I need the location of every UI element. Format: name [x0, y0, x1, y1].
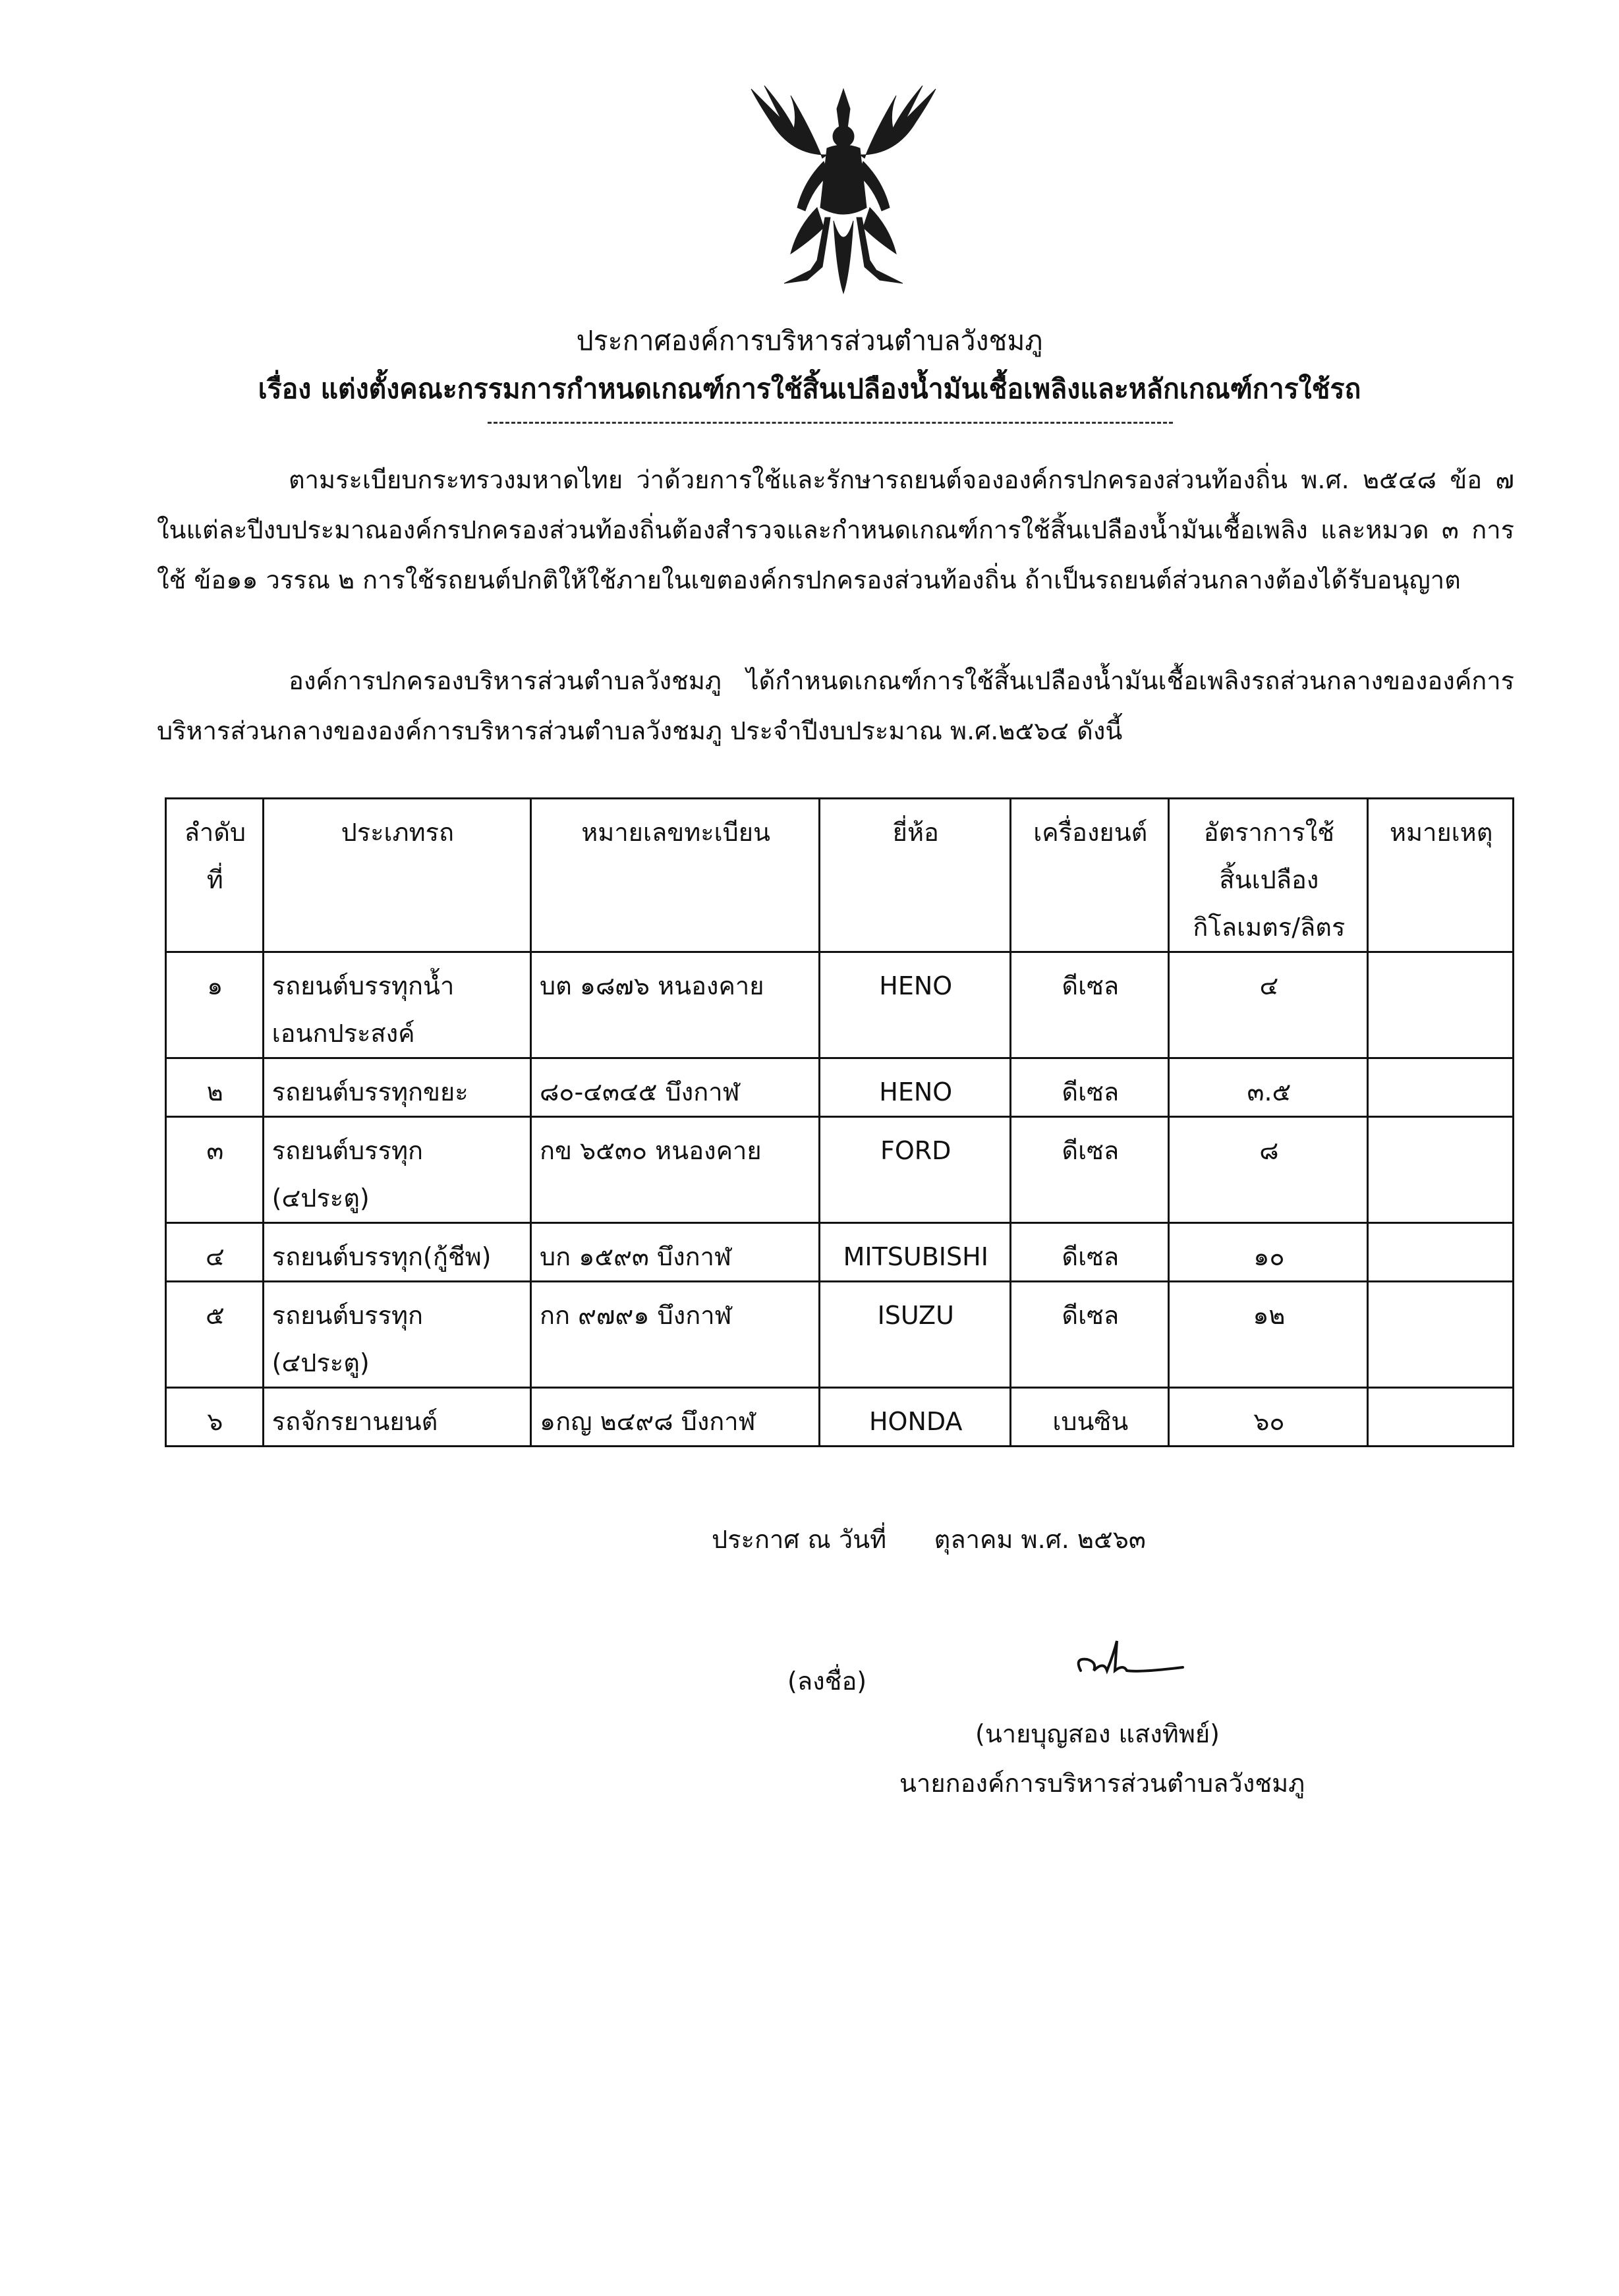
announce-prefix: ประกาศ ณ วันที่ [712, 1525, 887, 1554]
cell-type: รถจักรยานยนต์ [263, 1388, 530, 1447]
cell-rate: ๑๒ [1169, 1282, 1368, 1388]
table-row [166, 1282, 1514, 1388]
header-engine: เครื่องยนต์ [1011, 799, 1169, 952]
cell-no: ๕ [166, 1282, 264, 1388]
header-rate: อัตราการใช้ สิ้นเปลือง กิโลเมตร/ลิตร [1169, 799, 1368, 952]
signer-name: (นายบุญสอง แสงทิพย์) [975, 1719, 1220, 1748]
table-row [166, 1388, 1514, 1447]
header-no: ลำดับ ที่ [166, 799, 264, 952]
cell-engine: ดีเซล [1011, 1223, 1169, 1282]
cell-engine: ดีเซล [1011, 1282, 1169, 1388]
header-brand: ยี่ห้อ [820, 799, 1011, 952]
table-row [166, 1223, 1514, 1282]
cell-type: รถยนต์บรรทุก(กู้ชีพ) [263, 1223, 530, 1282]
paragraph-2-text: องค์การปกครองบริหารส่วนตำบลวังชมภู ได้กำหนดเกณฑ์การใช้สิ้นเปลืองน้ำมันเชื้อเพลิงรถส่วนกลางขององค์การบริหารส่วนกลางขององค์การบริหารส่วนตำบลวังชมภู ประจำปีงบประมาณ พ.ศ.๒๕๖๔ ดังนี้ [157, 666, 1514, 745]
cell-brand: MITSUBISHI [820, 1223, 1011, 1282]
cell-plate: กก ๙๗๙๑ บึงกาฬ [530, 1282, 819, 1388]
cell-rate: ๓.๕ [1169, 1058, 1368, 1117]
sign-label: (ลงชื่อ) [787, 1667, 867, 1696]
announce-date-line [712, 1519, 1146, 1559]
cell-brand: ISUZU [820, 1282, 1011, 1388]
table-row [166, 1058, 1514, 1117]
cell-rate: ๑๐ [1169, 1223, 1368, 1282]
signature-icon [1067, 1634, 1193, 1687]
cell-plate: บต ๑๘๗๖ หนองคาย [530, 952, 819, 1058]
cell-plate: ๑กญ ๒๔๙๘ บึงกาฬ [530, 1388, 819, 1447]
body-paragraph-1 [157, 455, 1514, 605]
announcement-title: ประกาศองค์การบริหารส่วนตำบลวังชมภู [576, 325, 1043, 357]
cell-brand: HONDA [820, 1388, 1011, 1447]
garuda-emblem-icon [745, 82, 942, 303]
cell-note [1368, 952, 1514, 1058]
header-plate: หมายเลขทะเบียน [530, 799, 819, 952]
cell-plate: กข ๖๕๓๐ หนองคาย [530, 1117, 819, 1223]
cell-engine: ดีเซล [1011, 1117, 1169, 1223]
cell-type: รถยนต์บรรทุก (๔ประตู) [263, 1117, 530, 1223]
table-header-row [166, 799, 1514, 952]
cell-type: รถยนต์บรรทุก (๔ประตู) [263, 1282, 530, 1388]
cell-no: ๓ [166, 1117, 264, 1223]
table-row [166, 952, 1514, 1058]
header-type: ประเภทรถ [263, 799, 530, 952]
cell-note [1368, 1388, 1514, 1447]
cell-engine: ดีเซล [1011, 952, 1169, 1058]
cell-plate: บก ๑๕๙๓ บึงกาฬ [530, 1223, 819, 1282]
cell-note [1368, 1223, 1514, 1282]
table-row [166, 1117, 1514, 1223]
cell-plate: ๘๐-๔๓๔๕ บึงกาฬ [530, 1058, 819, 1117]
cell-rate: ๘ [1169, 1117, 1368, 1223]
title-divider [488, 422, 1173, 424]
cell-engine: เบนซิน [1011, 1388, 1169, 1447]
paragraph-1-text: ตามระเบียบกระทรวงมหาดไทย ว่าด้วยการใช้และรักษารถยนต์จององค์กรปกครองส่วนท้องถิ่น พ.ศ. ๒๕๔๘ ข้อ ๗ ในแต่ละปีงบประมาณองค์กรปกครองส่วนท้องถิ่นต้องสำรวจและกำหนดเกณฑ์การใช้สิ้นเปลืองน้ำมันเชื้อเพลิง และหมวด ๓ การใช้ ข้อ๑๑ วรรณ ๒ การใช้รถยนต์ปกติให้ใช้ภายในเขตองค์กรปกครองส่วนท้องถิ่น ถ้าเป็นรถยนต์ส่วนกลางต้องได้รับอนุญาต [157, 465, 1514, 594]
cell-type: รถยนต์บรรทุกน้ำ เอนกประสงค์ [263, 952, 530, 1058]
cell-engine: ดีเซล [1011, 1058, 1169, 1117]
cell-note [1368, 1058, 1514, 1117]
signer-position: นายกองค์การบริหารส่วนตำบลวังชมภู [899, 1769, 1305, 1798]
cell-type: รถยนต์บรรทุกขยะ [263, 1058, 530, 1117]
cell-brand: FORD [820, 1117, 1011, 1223]
vehicle-fuel-table [165, 797, 1514, 1447]
cell-no: ๔ [166, 1223, 264, 1282]
header-note: หมายเหตุ [1368, 799, 1514, 952]
cell-no: ๒ [166, 1058, 264, 1117]
body-paragraph-2 [157, 656, 1514, 756]
cell-brand: HENO [820, 1058, 1011, 1117]
cell-no: ๖ [166, 1388, 264, 1447]
cell-rate: ๖๐ [1169, 1388, 1368, 1447]
cell-note [1368, 1117, 1514, 1223]
announcement-subject: เรื่อง แต่งตั้งคณะกรรมการกำหนดเกณฑ์การใช้สิ้นเปลืองน้ำมันเชื้อเพลิงและหลักเกณฑ์การใช้รถ [258, 373, 1361, 405]
cell-rate: ๔ [1169, 952, 1368, 1058]
cell-note [1368, 1282, 1514, 1388]
announce-date: ตุลาคม พ.ศ. ๒๕๖๓ [934, 1525, 1146, 1554]
cell-brand: HENO [820, 952, 1011, 1058]
cell-no: ๑ [166, 952, 264, 1058]
